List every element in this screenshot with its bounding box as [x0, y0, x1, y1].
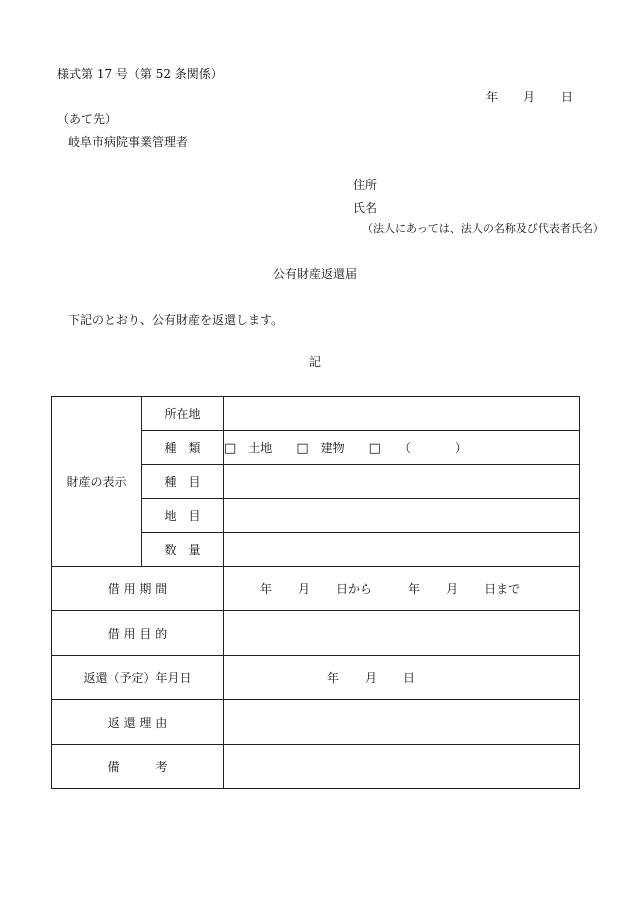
property-group-label: 財産の表示	[52, 397, 142, 567]
ki-heading: 記	[308, 355, 321, 369]
purpose-field[interactable]	[224, 611, 580, 656]
corporation-note: （法人にあっては、法人の名称及び代表者氏名）	[362, 222, 604, 235]
submission-date	[486, 91, 573, 103]
quantity-field[interactable]	[224, 533, 580, 567]
return-date-label: 返還（予定）年月日	[52, 656, 224, 700]
property-form-table	[51, 396, 580, 789]
addressee-label: （あて先）	[57, 112, 118, 126]
lease-from-year: 年	[260, 582, 273, 596]
lease-to-day: 日まで	[484, 582, 521, 596]
building-checkbox[interactable]: □	[296, 441, 309, 456]
purpose-label: 借 用 目 的	[52, 611, 224, 656]
kind-options	[224, 431, 580, 465]
return-month: 月	[365, 671, 378, 685]
return-day: 日	[403, 671, 416, 685]
form-number: 様式第 17 号（第 52 条関係）	[57, 67, 223, 81]
lease-from-month: 月	[298, 582, 311, 596]
row-reason	[52, 700, 580, 745]
reason-field[interactable]	[224, 700, 580, 745]
other-close-paren: ）	[454, 441, 467, 455]
document-title: 公有財産返還届	[272, 267, 357, 281]
location-label: 所在地	[142, 397, 224, 431]
lease-period-field[interactable]	[224, 567, 580, 611]
lease-to-year: 年	[408, 582, 421, 596]
kind-label: 種 類	[142, 431, 224, 465]
addressee-name: 岐阜市病院事業管理者	[68, 135, 189, 149]
lease-from-day: 日から	[336, 582, 373, 596]
return-date-field[interactable]	[224, 656, 580, 700]
lease-to-month: 月	[446, 582, 459, 596]
other-open-paren: （	[398, 441, 411, 455]
applicant-address-label: 住所	[353, 178, 378, 192]
land-label: 土地	[248, 441, 273, 455]
remarks-label: 備 考	[52, 745, 224, 789]
other-checkbox[interactable]: □	[368, 441, 381, 456]
land-checkbox[interactable]: □	[224, 441, 237, 456]
building-label: 建物	[320, 441, 345, 455]
category-field[interactable]	[224, 465, 580, 499]
date-day: 日	[561, 90, 574, 104]
category-label: 種 目	[142, 465, 224, 499]
land-category-label: 地 目	[142, 499, 224, 533]
location-field[interactable]	[224, 397, 580, 431]
remarks-field[interactable]	[224, 745, 580, 789]
lease-period-label: 借 用 期 間	[52, 567, 224, 611]
reason-label: 返 還 理 由	[52, 700, 224, 745]
body-text: 下記のとおり、公有財産を返還します。	[68, 313, 284, 327]
quantity-label: 数 量	[142, 533, 224, 567]
date-month: 月	[523, 90, 536, 104]
return-year: 年	[327, 671, 340, 685]
applicant-name-label: 氏名	[353, 201, 378, 215]
row-purpose	[52, 611, 580, 656]
row-lease-period	[52, 567, 580, 611]
land-category-field[interactable]	[224, 499, 580, 533]
row-return-date	[52, 656, 580, 700]
row-location	[52, 397, 580, 431]
row-remarks	[52, 745, 580, 789]
date-year: 年	[486, 90, 499, 104]
